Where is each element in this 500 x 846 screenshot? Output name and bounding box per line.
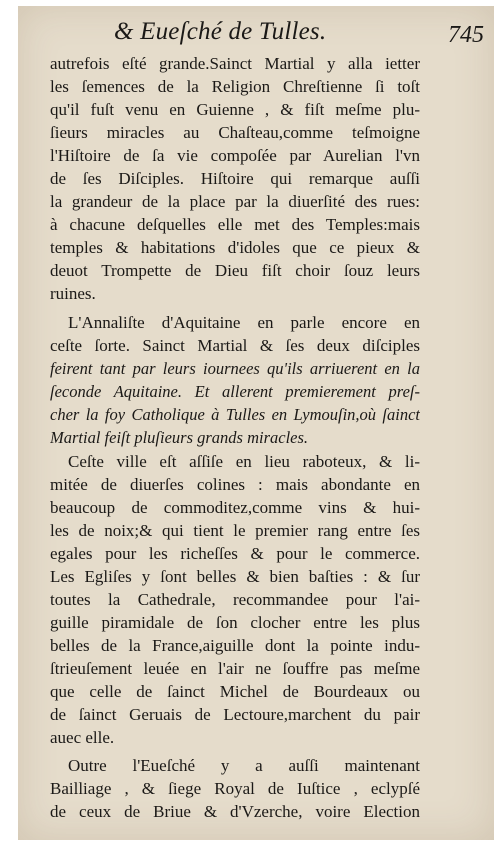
- text-line: à chacune deſquelles elle met des Temples:mais: [50, 215, 420, 234]
- text-line: qu'il fuſt venu en Guienne , & fiſt meſme plu-: [50, 100, 420, 119]
- text-line: de ſainct Geruais de Lectoure,marchent du pair: [50, 705, 420, 724]
- quotation-line: ſeconde Aquitaine. Et allerent premierement preſ-: [50, 382, 420, 401]
- text-line: auec elle.: [50, 728, 115, 747]
- text-line: de ceux de Briue & d'Vzerche, voire Election: [50, 802, 420, 821]
- text-line: Les Egliſes y ſont belles & bien baſties : & ſur: [50, 567, 420, 586]
- text-line: ſieurs miracles au Chaſteau,comme teſmoigne: [50, 123, 420, 142]
- text-line: ruines.: [50, 284, 96, 303]
- text-line: les de noix;& qui tient le premier rang entre ſes: [50, 521, 420, 540]
- text-line: autrefois eſté grande.Sainct Martial y alla ietter: [50, 54, 420, 73]
- running-header: [114, 14, 484, 50]
- text-line: guille piramidale de ſon clocher entre les plus: [50, 613, 420, 632]
- running-title: & Eueſché de Tulles.: [114, 18, 327, 45]
- text-line: egales pour les richeſſes & pour le commerce.: [50, 544, 420, 563]
- paragraph-start-line: Outre l'Eueſché y a auſſi maintenant: [68, 756, 420, 775]
- paragraph-start-line: L'Annaliſte d'Aquitaine en parle encore en: [68, 313, 420, 332]
- text-line: que celle de ſainct Michel de Bourdeaux ou: [50, 682, 420, 701]
- text-line: ſtrieuſement leuée en l'air ne ſouffre pas meſme: [50, 659, 420, 678]
- text-line: beaucoup de commoditez,comme vins & hui-: [50, 498, 420, 517]
- text-line: de ſes Diſciples. Hiſtoire qui remarque auſſi: [50, 169, 420, 188]
- text-line: mitée de diuerſes colines : mais abondante en: [50, 475, 420, 494]
- text-line: toutes la Cathedrale, recommandee pour l'ai-: [50, 590, 420, 609]
- text-line: les ſemences de la Religion Chreſtienne ſi toſt: [50, 77, 420, 96]
- text-line: belles de la France,aiguille dont la pointe indu-: [50, 636, 420, 655]
- page-number: 745: [448, 22, 484, 48]
- paragraph-start-line: Ceſte ville eſt aſſiſe en lieu raboteux, & li-: [68, 452, 420, 471]
- book-page: [18, 6, 494, 840]
- text-line: ceſte ſorte. Sainct Martial & ſes deux diſciples: [50, 336, 420, 355]
- quotation-line: Martial feiſt pluſieurs grands miracles.: [50, 428, 309, 447]
- quotation-line: cher la foy Catholique à Tulles en Lymouſin,où ſainct: [50, 405, 420, 424]
- text-line: deuot Trompette de Dieu fiſt choir ſouz leurs: [50, 261, 420, 280]
- quotation-line: feirent tant par leurs iournees qu'ils arriuerent en la: [50, 359, 420, 378]
- text-line: Bailliage , & ſiege Royal de Iuſtice , eclypſé: [50, 779, 420, 798]
- text-line: l'Hiſtoire de ſa vie compoſée par Aurelian l'vn: [50, 146, 420, 165]
- text-line: la grandeur de la place par la diuerſité des rues:: [50, 192, 420, 211]
- text-line: temples & habitations d'idoles que ce pieux &: [50, 238, 420, 257]
